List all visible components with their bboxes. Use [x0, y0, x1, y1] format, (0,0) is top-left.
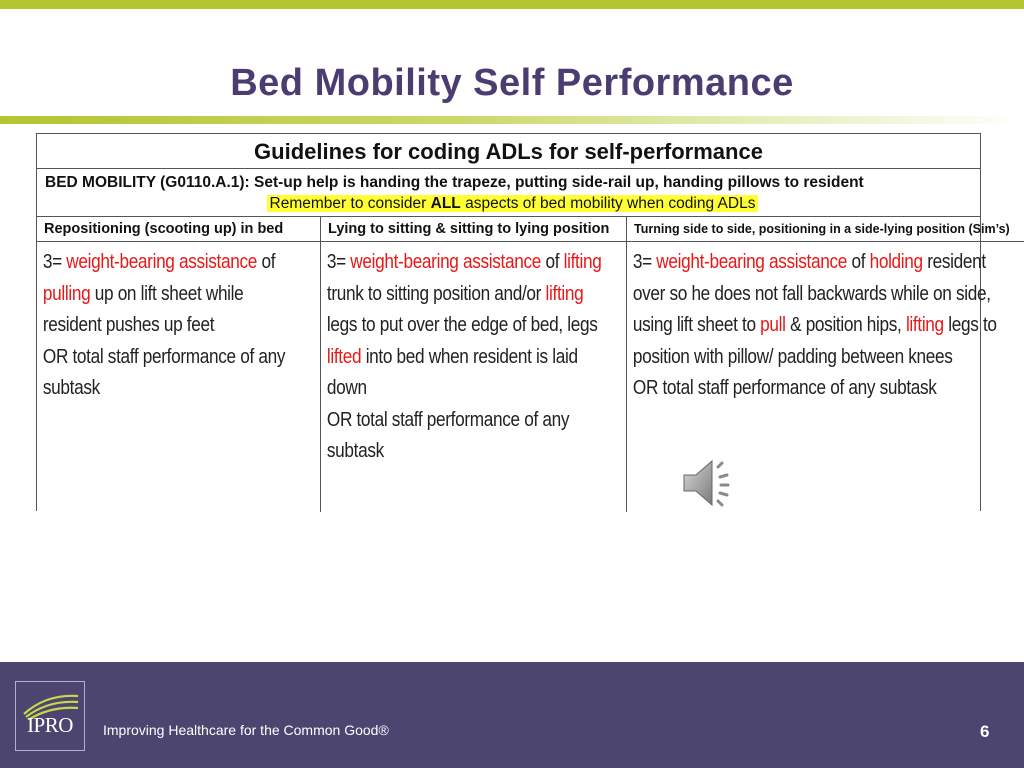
body-text: OR total staff performance of any subtask	[42, 344, 286, 399]
body-text: OR total staff performance of any subtask	[326, 407, 570, 462]
guideline-columns	[37, 217, 1010, 512]
emphasis-text: lifted	[326, 344, 362, 368]
ipro-logo	[15, 681, 85, 751]
top-accent-bar	[0, 0, 1024, 9]
body-text: trunk to sitting position and/or	[326, 281, 546, 305]
body-text: of	[541, 250, 564, 273]
body-text: into bed when resident is laid down	[326, 344, 578, 399]
body-text: 3=	[42, 250, 67, 273]
emphasis-text: weight-bearing assistance	[350, 250, 542, 273]
emphasis-text: lifting	[905, 313, 944, 336]
body-text: & position hips,	[785, 313, 906, 336]
body-text: 3=	[632, 250, 657, 273]
column-header: Lying to sitting & sitting to lying position	[321, 217, 626, 242]
body-text: of	[257, 250, 276, 273]
emphasis-text: weight-bearing assistance	[656, 250, 848, 273]
footer-bar	[0, 662, 1024, 768]
column-body	[627, 242, 1009, 404]
column-lying-sitting	[321, 217, 627, 512]
guidelines-heading: Guidelines for coding ADLs for self-performance	[37, 134, 980, 169]
body-text: legs to put over the edge of bed, legs	[326, 313, 598, 336]
emphasis-text: holding	[869, 250, 923, 273]
body-text: 3=	[326, 250, 351, 273]
speaker-icon[interactable]	[680, 455, 740, 511]
emphasis-text: weight-bearing assistance	[66, 250, 258, 273]
emphasis-text: pulling	[42, 281, 91, 305]
body-text: of	[847, 250, 870, 273]
guidelines-table	[36, 133, 1010, 511]
slide-title: Bed Mobility Self Performance	[230, 62, 794, 104]
tagline: Improving Healthcare for the Common Good®	[103, 722, 389, 738]
reminder-bold: ALL	[430, 195, 461, 212]
bed-mobility-label: BED MOBILITY (G0110.A.1): Set-up help is handing the trapeze, putting side-rail up, handing pillows to resident	[45, 174, 864, 191]
body-text: up on lift sheet while resident pushes up feet	[42, 281, 244, 336]
column-body	[321, 242, 608, 467]
body-text: OR total staff performance of any subtask	[632, 376, 937, 399]
title-divider	[0, 116, 1024, 124]
column-body	[37, 242, 305, 404]
emphasis-text: pull	[760, 313, 786, 336]
emphasis-text: lifting	[545, 281, 584, 305]
emphasis-text: lifting	[563, 250, 602, 273]
reminder-prefix: Remember to consider	[269, 195, 431, 212]
reminder-suffix: aspects of bed mobility when coding ADLs	[460, 195, 756, 212]
logo-text: IPRO	[27, 713, 73, 737]
reminder-line	[45, 194, 980, 214]
body-text: legs to position with pillow/ padding between knees	[632, 313, 997, 368]
column-repositioning	[37, 217, 321, 512]
column-header: Turning side to side, positioning in a side-lying position (Sim’s)	[627, 217, 1024, 242]
reminder-highlight	[267, 195, 759, 212]
column-header: Repositioning (scooting up) in bed	[37, 217, 320, 242]
bed-mobility-row	[37, 169, 980, 217]
body-text: resident over so he does not fall backwards while on side, using lift sheet to	[632, 250, 991, 336]
page-number: 6	[980, 722, 990, 741]
